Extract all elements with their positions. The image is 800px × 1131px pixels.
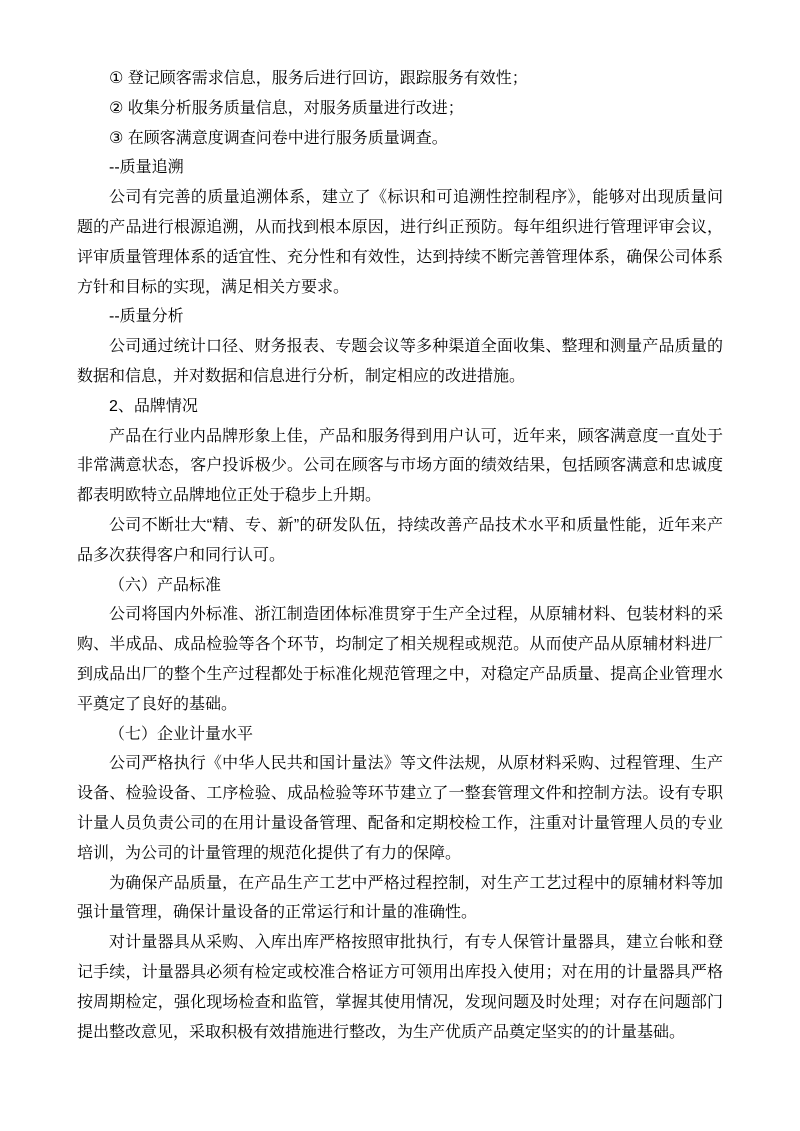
paragraph-brand-1: 产品在行业内品牌形象上佳，产品和服务得到用户认可，近年来，顾客满意度一直处于非常满意状态，客户投诉极少。公司在顾客与市场方面的绩效结果，包括顾客满意和忠诚度都表明欧特立品牌地位正处于稳步上升期。 [77,427,723,505]
list-item-1: ① 登记顾客需求信息，服务后进行回访，跟踪服务有效性； [109,70,528,87]
list-item-2: ② 收集分析服务质量信息，对服务质量进行改进； [109,99,464,117]
paragraph-metrology-3: 对计量器具从采购、入库出库严格按照审批执行，有专人保管计量器具，建立台帐和登记手续，计量器具必须有检定或校准合格证方可领用出库投入使用；对在用的计量器具严格按周期检定，强化现场检查和监管，掌握其使用情况，发现问题及时处理；对存在问题部门提出整改意见，采取积极有效措施进行整改，为生产优质产品奠定坚实的的计量基础。 [77,934,723,1041]
paragraph-product-standard: 公司将国内外标准、浙江制造团体标准贯穿于生产全过程，从原辅材料、包装材料的采购、半成品、成品检验等各个环节，均制定了相关规程或规范。从而使产品从原辅材料进厂到成品出厂的整个生产过程都处于标准化规范管理之中，对稳定产品质量、提高企业管理水平奠定了良好的基础。 [77,606,723,713]
paragraph-quality-trace: 公司有完善的质量追溯体系，建立了《标识和可追溯性控制程序》，能够对出现质量问题的产品进行根源追溯，从而找到根本原因，进行纠正预防。每年组织进行管理评审会议，评审质量管理体系的适宜性、充分性和有效性，达到持续不断完善管理体系，确保公司体系方针和目标的实现，满足相关方要求。 [77,189,723,296]
paragraph-brand-2: 公司不断壮大“精、专、新”的研发队伍，持续改善产品技术水平和质量性能，近年来产品多次获得客户和同行认可。 [77,516,723,564]
paragraph-quality-analysis: 公司通过统计口径、财务报表、专题会议等多种渠道全面收集、整理和测量产品质量的数据和信息，并对数据和信息进行分析，制定相应的改进措施。 [77,338,723,385]
list-item-3: ③ 在顾客满意度调查问卷中进行服务质量调查。 [109,129,448,147]
heading-product-standard: （六）产品标准 [109,576,222,594]
section-label-quality-trace: --质量追溯 [109,159,184,177]
heading-metrology-level: （七）企业计量水平 [109,725,254,743]
paragraph-metrology-2: 为确保产品质量，在产品生产工艺中严格过程控制，对生产工艺过程中的原辅材料等加强计量管理，确保计量设备的正常运行和计量的准确性。 [77,874,723,922]
paragraph-metrology-1: 公司严格执行《中华人民共和国计量法》等文件法规，从原材料采购、过程管理、生产设备、检验设备、工序检验、成品检验等环节建立了一整套管理文件和控制方法。设有专职计量人员负责公司的在用计量设备管理、配备和定期校检工作，注重对计量管理人员的专业培训，为公司的计量管理的规范化提供了有力的保障。 [77,755,723,862]
heading-brand-situation: 2、品牌情况 [109,397,198,415]
section-label-quality-analysis: --质量分析 [109,308,184,326]
